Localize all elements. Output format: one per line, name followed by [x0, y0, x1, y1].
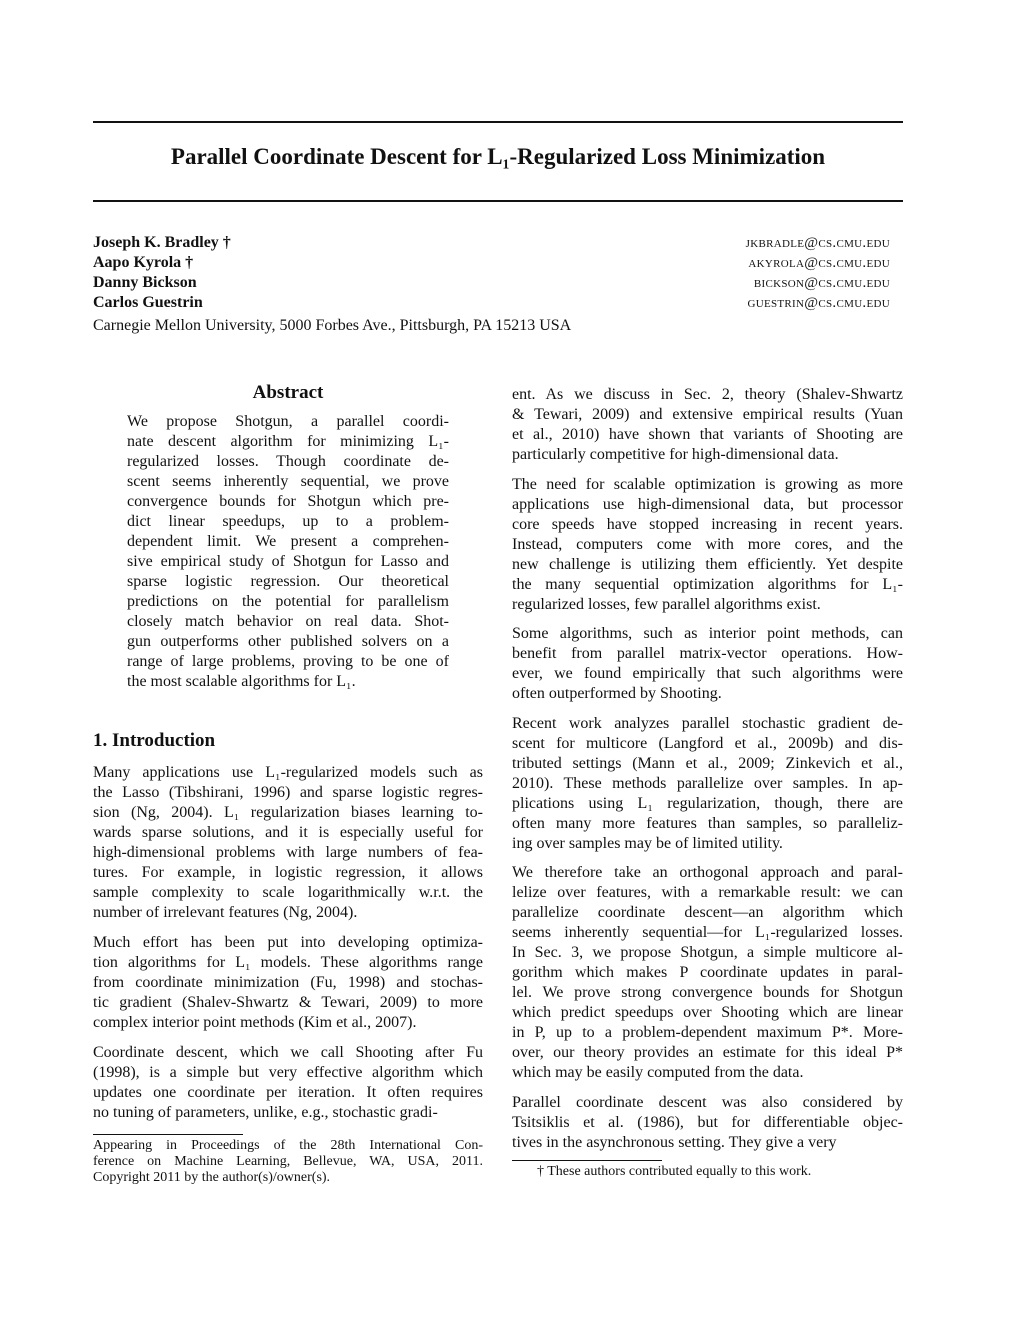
author-email: guestrin@cs.cmu.edu: [747, 295, 890, 311]
text-line: high-dimensional problems with large numbers of fea-: [93, 844, 483, 861]
text-line: convergence bounds for Shotgun which pre-: [127, 493, 449, 510]
text-line: Instead, computers come with more cores, and the: [512, 536, 903, 553]
text-line: Many applications use L₁-regularized models such as: [93, 764, 483, 781]
text-line: applications use high-dimensional data, but processor: [512, 496, 903, 513]
text-line: Copyright 2011 by the author(s)/owner(s).: [93, 1170, 331, 1185]
text-line: no tuning of parameters, unlike, e.g., stochastic gradi-: [93, 1104, 438, 1121]
footnote-equal-contribution: [537, 1164, 903, 1180]
body-paragraph: [93, 933, 483, 1033]
text-line: nate descent algorithm for minimizing L₁-: [127, 433, 449, 450]
author-name: Danny Bickson: [93, 274, 197, 291]
text-line: sion (Ng, 2004). L₁ regularization biases learning to-: [93, 804, 483, 821]
text-line: gorithm which makes P coordinate updates in paral-: [512, 964, 903, 981]
text-line: gun outperforms other published solvers on a: [127, 633, 449, 650]
body-paragraph: [93, 1043, 483, 1123]
body-paragraph: [512, 475, 903, 615]
body-paragraph: [512, 863, 903, 1083]
text-line: the many sequential optimization algorithms for L₁-: [512, 576, 903, 593]
author-email: bickson@cs.cmu.edu: [753, 275, 890, 291]
text-line: updates one coordinate per iteration. It often requires: [93, 1084, 483, 1101]
text-line: ent. As we discuss in Sec. 2, theory (Shalev-Shwartz: [512, 386, 903, 403]
affiliation: Carnegie Mellon University, 5000 Forbes Ave., Pittsburgh, PA 15213 USA: [93, 317, 572, 334]
text-line: seems inherently sequential—for L₁-regularized losses.: [512, 924, 903, 941]
text-line: The need for scalable optimization is growing as more: [512, 476, 903, 493]
text-line: which may be easily computed from the data.: [512, 1064, 804, 1081]
text-line: regularized losses, few parallel algorithms exist.: [512, 596, 821, 613]
text-line: range of large problems, proving to be one of: [127, 653, 449, 670]
text-line: the Lasso (Tibshirani, 1996) and sparse logistic regres-: [93, 784, 483, 801]
text-line: closely match behavior on real data. Shot-: [127, 613, 449, 630]
text-line: We therefore take an orthogonal approach and paral-: [512, 864, 903, 881]
text-line: tion algorithms for L₁ models. These algorithms range: [93, 954, 483, 971]
text-line: particularly competitive for high-dimensional data.: [512, 446, 839, 463]
author-name: Carlos Guestrin: [93, 294, 203, 311]
text-line: which predict speedups over Shooting which are linear: [512, 1004, 903, 1021]
text-line: sparse logistic regression. Our theoretical: [127, 573, 449, 590]
body-paragraph: [93, 763, 483, 923]
abstract-paragraph: [127, 412, 449, 692]
text-line: lel. We prove strong convergence bounds for Shotgun: [512, 984, 903, 1001]
text-line: ing over samples may be of limited utility.: [512, 835, 783, 852]
text-line: the most scalable algorithms for L₁.: [127, 673, 356, 690]
text-line: benefit from parallel matrix-vector operations. How-: [512, 645, 903, 662]
author-email: jkbradle@cs.cmu.edu: [745, 235, 890, 251]
text-line: from coordinate minimization (Fu, 1998) and stochas-: [93, 974, 483, 991]
text-line: Coordinate descent, which we call Shooting after Fu: [93, 1044, 483, 1061]
text-line: † These authors contributed equally to this work.: [537, 1164, 812, 1179]
text-line: ference on Machine Learning, Bellevue, WA, USA, 2011.: [93, 1154, 483, 1169]
text-line: plications using L₁ regularization, though, there are: [512, 795, 903, 812]
text-line: Appearing in Proceedings of the 28th International Con-: [93, 1138, 483, 1153]
text-line: Some algorithms, such as interior point methods, can: [512, 625, 903, 642]
text-line: & Tewari, 2009) and extensive empirical results (Yuan: [512, 406, 903, 423]
text-line: (1998), is a simple but very effective algorithm which: [93, 1064, 483, 1081]
title-bottom-rule: [93, 200, 903, 202]
top-rule: [93, 121, 903, 123]
text-line: often many more features than samples, so paralleliz-: [512, 815, 903, 832]
text-line: tic gradient (Shalev-Shwartz & Tewari, 2009) to more: [93, 994, 483, 1011]
abstract-heading: Abstract: [252, 382, 324, 403]
text-line: predictions on the potential for parallelism: [127, 593, 449, 610]
text-line: dependent limit. We present a comprehen-: [127, 533, 449, 550]
text-line: sive empirical study of Shotgun for Lasso and: [127, 553, 449, 570]
footnote-rule: [512, 1160, 662, 1161]
text-line: complex interior point methods (Kim et al., 2007).: [93, 1014, 417, 1031]
text-line: tributed settings (Mann et al., 2009; Zinkevich et al.,: [512, 755, 903, 772]
text-line: in P, up to a problem-dependent maximum P*. More-: [512, 1024, 903, 1041]
text-line: 2010). These methods parallelize over samples. In ap-: [512, 775, 903, 792]
author-email: akyrola@cs.cmu.edu: [748, 255, 890, 271]
text-line: sample complexity to scale logarithmically w.r.t. the: [93, 884, 483, 901]
text-line: ever, we found empirically that such algorithms were: [512, 665, 903, 682]
text-line: tures. For example, in logistic regression, it allows: [93, 864, 483, 881]
text-line: Tsitsiklis et al. (1986), but for differentiable objec-: [512, 1114, 903, 1131]
author-name: Joseph K. Bradley †: [93, 234, 231, 251]
text-line: tives in the asynchronous setting. They give a very: [512, 1134, 837, 1151]
text-line: In Sec. 3, we propose Shotgun, a simple multicore al-: [512, 944, 903, 961]
text-line: Recent work analyzes parallel stochastic gradient de-: [512, 715, 903, 732]
text-line: over, our theory provides an estimate for this ideal P*: [512, 1044, 903, 1061]
text-line: new challenge is utilizing them efficiently. Yet despite: [512, 556, 903, 573]
author-name: Aapo Kyrola †: [93, 254, 194, 271]
text-line: core speeds have stopped increasing in recent years.: [512, 516, 903, 533]
body-paragraph: [512, 385, 903, 465]
text-line: number of irrelevant features (Ng, 2004).: [93, 904, 358, 921]
text-line: parallelize coordinate descent—an algorithm which: [512, 904, 903, 921]
text-line: et al., 2010) have shown that variants of Shooting are: [512, 426, 903, 443]
text-line: wards sparse solutions, and it is especially useful for: [93, 824, 483, 841]
footnote-rule: [93, 1134, 243, 1135]
text-line: Parallel coordinate descent was also considered by: [512, 1094, 903, 1111]
text-line: We propose Shotgun, a parallel coordi-: [127, 413, 449, 430]
footnote-copyright: [93, 1138, 483, 1186]
text-line: lelize over features, with a remarkable result: we can: [512, 884, 903, 901]
paper-title: Parallel Coordinate Descent for L₁-Regularized Loss Minimization: [170, 144, 826, 169]
text-line: dict linear speedups, up to a problem-: [127, 513, 449, 530]
body-paragraph: [512, 1093, 903, 1153]
text-line: regularized losses. Though coordinate de-: [127, 453, 449, 470]
body-paragraph: [512, 624, 903, 704]
body-paragraph: [512, 714, 903, 854]
text-line: often outperformed by Shooting.: [512, 685, 722, 702]
introduction-heading: 1. Introduction: [93, 730, 216, 751]
text-line: scent seems inherently sequential, we prove: [127, 473, 449, 490]
text-line: Much effort has been put into developing optimiza-: [93, 934, 483, 951]
text-line: scent for multicore (Langford et al., 2009b) and dis-: [512, 735, 903, 752]
